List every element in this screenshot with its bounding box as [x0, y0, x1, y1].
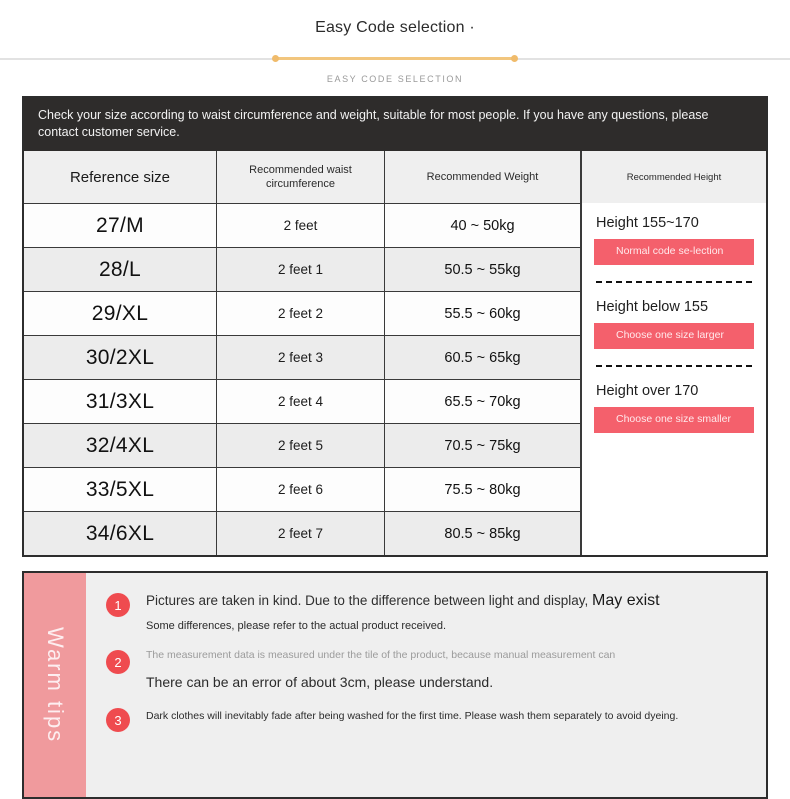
cell-size: 32/4XL — [85, 433, 155, 457]
column-header-reference-size: Reference size — [69, 168, 171, 186]
tip-content — [146, 648, 750, 692]
cell-weight: 80.5 ~ 85kg — [384, 512, 580, 555]
cell-size: 34/6XL — [85, 521, 155, 545]
table-header-row — [24, 151, 580, 203]
warm-tips-container — [22, 571, 768, 799]
height-range-label: Height below 155 — [596, 299, 709, 315]
height-advice-badge: Normal code se-lection — [594, 239, 754, 265]
cell-size: 33/5XL — [85, 477, 155, 501]
table-row — [24, 247, 580, 291]
tip-line-secondary: Some differences, please refer to the actual product received. — [146, 620, 447, 632]
table-row — [24, 467, 580, 511]
title-divider — [0, 48, 790, 70]
size-chart-container — [22, 96, 768, 557]
table-row — [24, 203, 580, 247]
table-row — [24, 291, 580, 335]
tip-content — [146, 591, 750, 634]
height-guide-group-normal — [592, 203, 756, 265]
cell-waist: 2 feet 2 — [216, 292, 384, 335]
height-guide-divider — [596, 365, 752, 367]
divider-accent-bar — [275, 57, 515, 60]
tip-content — [146, 706, 750, 724]
cell-size: 30/2XL — [85, 345, 155, 369]
warm-tips-sidebar — [24, 573, 86, 797]
warm-tips-label: Warm tips — [43, 626, 68, 744]
size-table — [24, 151, 766, 555]
tip-line-primary: The measurement data is measured under the tile of the product, because manual measurement can — [146, 649, 616, 661]
tip-number-badge: 1 — [106, 593, 130, 617]
cell-waist: 2 feet 3 — [216, 336, 384, 379]
cell-waist: 2 feet 5 — [216, 424, 384, 467]
tip-number-badge: 3 — [106, 708, 130, 732]
tip-line-primary-emphasis: May exist — [592, 592, 660, 609]
cell-waist: 2 feet 1 — [216, 248, 384, 291]
cell-weight: 40 ~ 50kg — [384, 204, 580, 247]
notice-bar: Check your size according to waist circumference and weight, suitable for most people. If you have any questions, please contact customer service. — [24, 98, 766, 151]
column-header-weight: Recommended Weight — [384, 151, 580, 203]
tip-line-primary — [146, 591, 750, 610]
cell-waist: 2 feet — [216, 204, 384, 247]
list-item — [106, 648, 750, 692]
warm-tips-list — [86, 573, 766, 797]
cell-weight: 70.5 ~ 75kg — [384, 424, 580, 467]
tip-line-secondary: There can be an error of about 3cm, please understand. — [146, 674, 494, 690]
cell-waist: 2 feet 7 — [216, 512, 384, 555]
tip-number-badge: 2 — [106, 650, 130, 674]
cell-waist: 2 feet 4 — [216, 380, 384, 423]
cell-size: 29/XL — [91, 301, 149, 325]
cell-weight: 60.5 ~ 65kg — [384, 336, 580, 379]
tip-line-primary-text: Pictures are taken in kind. Due to the difference between light and display, — [146, 593, 589, 608]
list-item — [106, 591, 750, 634]
cell-weight: 65.5 ~ 70kg — [384, 380, 580, 423]
table-row — [24, 511, 580, 555]
cell-weight: 55.5 ~ 60kg — [384, 292, 580, 335]
height-range-label: Height 155~170 — [596, 215, 699, 231]
cell-weight: 50.5 ~ 55kg — [384, 248, 580, 291]
height-guide-group-below — [592, 287, 756, 349]
table-row — [24, 423, 580, 467]
height-guide-group-over — [592, 371, 756, 433]
table-row — [24, 379, 580, 423]
table-row — [24, 335, 580, 379]
list-item — [106, 706, 750, 732]
page-header — [0, 0, 790, 84]
cell-size: 28/L — [98, 257, 142, 281]
divider-dot-left-icon — [272, 55, 279, 62]
cell-waist: 2 feet 6 — [216, 468, 384, 511]
height-guide-divider — [596, 281, 752, 283]
cell-size: 27/M — [96, 213, 144, 237]
height-advice-badge: Choose one size smaller — [594, 407, 754, 433]
height-guide-column — [580, 151, 766, 555]
cell-size: 31/3XL — [85, 389, 155, 413]
page-title: Easy Code selection · — [315, 19, 475, 36]
column-header-waist: Recommended waist circumference — [216, 151, 384, 203]
height-range-label: Height over 170 — [596, 383, 699, 399]
tip-line-primary: Dark clothes will inevitably fade after being washed for the first time. Please wash them separately to avoid dyeing. — [146, 710, 679, 722]
height-advice-badge: Choose one size larger — [594, 323, 754, 349]
column-header-height: Recommended Height — [582, 151, 766, 203]
divider-dot-right-icon — [511, 55, 518, 62]
size-table-left — [24, 151, 580, 555]
cell-weight: 75.5 ~ 80kg — [384, 468, 580, 511]
page-subtitle: EASY CODE SELECTION — [326, 74, 464, 84]
